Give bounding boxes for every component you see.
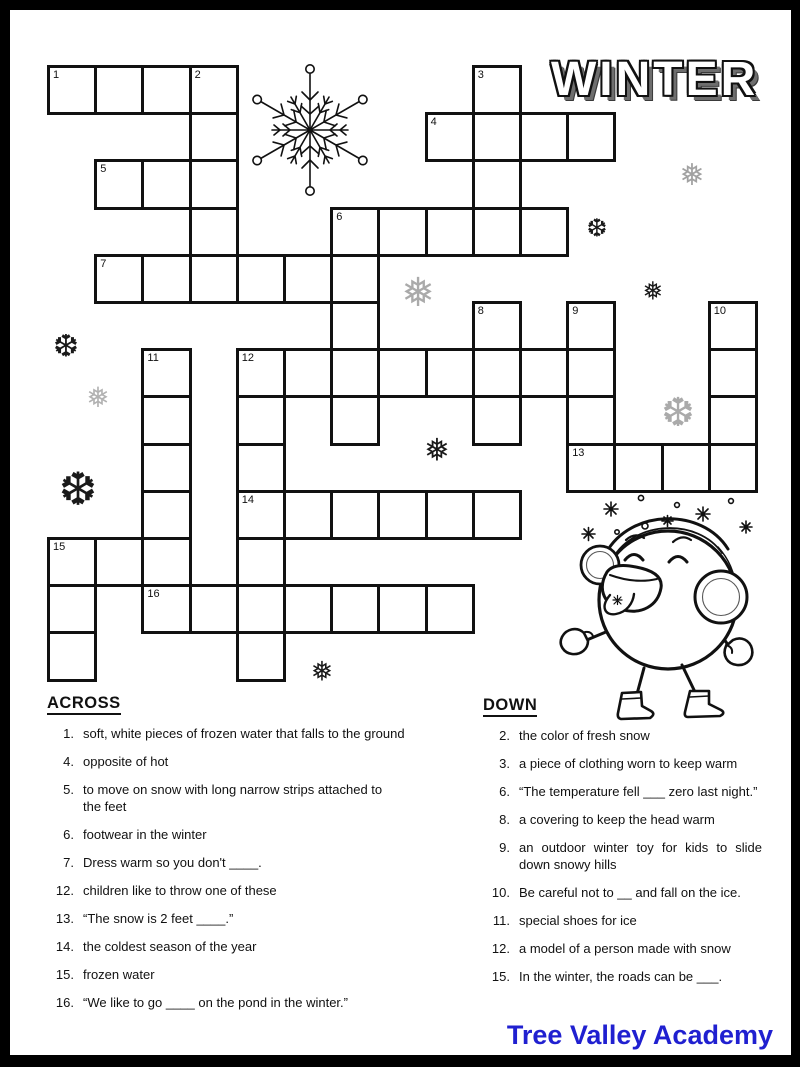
grid-cell[interactable] — [330, 584, 380, 634]
clue-item — [47, 725, 447, 742]
grid-cell[interactable] — [47, 584, 97, 634]
cell-number: 6 — [336, 210, 343, 223]
clue-number: 12. — [491, 941, 510, 956]
snowflake-icon: ❆ — [586, 213, 608, 243]
clue-item — [483, 783, 783, 800]
snowflake-icon: ❆ — [661, 390, 695, 436]
grid-cell[interactable] — [708, 348, 758, 398]
grid-cell[interactable] — [472, 159, 522, 209]
cell-number: 3 — [477, 69, 484, 81]
cell-number: 9 — [572, 305, 579, 317]
snowflake-icon: ❅ — [86, 381, 110, 414]
clue-number: 10. — [491, 885, 510, 900]
clue-number: 13. — [55, 911, 74, 926]
clue-item — [483, 811, 783, 828]
grid-cell[interactable] — [283, 490, 333, 540]
cell-number: 15 — [53, 541, 66, 553]
grid-cell[interactable] — [236, 443, 286, 493]
grid-cell[interactable] — [189, 159, 239, 209]
clue-item — [483, 968, 783, 985]
cell-number: 13 — [572, 446, 585, 459]
clue-text: Be careful not to __ and fall on the ice. — [519, 885, 741, 900]
clue-text: the coldest season of the year — [83, 939, 257, 954]
clue-text: Dress warm so you don't ____. — [83, 855, 262, 870]
clue-number: 11. — [492, 913, 510, 928]
clue-text: the color of fresh snow — [519, 728, 650, 743]
clue-number: 6. — [499, 784, 510, 799]
clue-text: a covering to keep the head warm — [519, 812, 715, 827]
grid-cell[interactable] — [472, 207, 522, 257]
grid-cell[interactable] — [377, 207, 427, 257]
grid-cell[interactable] — [141, 159, 191, 209]
grid-cell[interactable] — [236, 584, 286, 634]
grid-cell[interactable] — [141, 65, 191, 115]
snowflake-icon: ❅ — [679, 158, 705, 193]
snowflake-icon: ❆ — [58, 462, 98, 516]
clue-number: 7. — [63, 855, 74, 870]
clue-number: 15. — [491, 969, 510, 984]
grid-cell[interactable] — [519, 112, 569, 162]
clue-item — [47, 966, 447, 983]
clue-number: 3. — [499, 756, 510, 771]
clue-item — [47, 882, 447, 899]
clue-number: 14. — [55, 939, 74, 954]
clue-item — [483, 727, 783, 744]
cell-number: 8 — [477, 305, 484, 317]
grid-cell[interactable] — [236, 537, 286, 587]
grid-cell[interactable] — [47, 631, 97, 681]
grid-cell[interactable] — [141, 395, 191, 445]
cell-number: 4 — [430, 116, 437, 129]
clue-item — [47, 781, 447, 815]
clue-item — [483, 839, 783, 873]
clue-number: 8. — [499, 812, 510, 827]
cell-number: 10 — [713, 305, 727, 317]
clue-number: 12. — [55, 883, 74, 898]
grid-cell[interactable] — [377, 584, 427, 634]
clue-number: 5. — [63, 782, 74, 797]
grid-cell[interactable] — [94, 65, 144, 115]
clue-item — [47, 826, 447, 843]
grid-cell[interactable] — [425, 207, 475, 257]
grid-cell[interactable] — [472, 348, 522, 398]
grid-cell[interactable] — [472, 395, 522, 445]
clue-item — [47, 753, 447, 770]
clue-number: 4. — [63, 754, 74, 769]
across-clue-list — [47, 725, 447, 1011]
snowflake-icon: ❅ — [424, 432, 450, 469]
grid-cell[interactable] — [141, 254, 191, 304]
cell-number: 1 — [53, 69, 60, 81]
grid-cell[interactable] — [189, 584, 239, 634]
clue-number: 16. — [55, 995, 74, 1010]
snowman-illustration — [540, 483, 770, 728]
grid-cell[interactable] — [189, 112, 239, 162]
grid-cell[interactable] — [330, 254, 380, 304]
down-clue-list — [483, 727, 783, 985]
grid-cell[interactable] — [425, 584, 475, 634]
clue-text: In the winter, the roads can be ___. — [519, 969, 723, 984]
grid-cell[interactable] — [330, 301, 380, 351]
clue-number: 2. — [499, 728, 510, 743]
grid-cell[interactable] — [425, 490, 475, 540]
snowflake-icon: ❅ — [401, 270, 435, 316]
down-clues-section — [483, 697, 783, 996]
grid-cell[interactable] — [141, 490, 191, 540]
clue-number: 1. — [63, 726, 74, 741]
down-header: DOWN — [483, 697, 537, 717]
cell-number: 5 — [100, 163, 107, 176]
cell-number: 11 — [147, 352, 159, 365]
clue-item — [483, 940, 783, 957]
grid-cell[interactable] — [330, 395, 380, 445]
clue-item — [483, 912, 783, 929]
clue-text: children like to throw one of these — [83, 883, 277, 898]
grid-cell[interactable] — [236, 631, 286, 681]
clue-text: to move on snow with long narrow strips attached to the feet — [83, 782, 383, 814]
snowflake-icon: ❅ — [310, 656, 334, 688]
page-border-bottom — [0, 1055, 800, 1067]
clue-text: a model of a person made with snow — [519, 941, 731, 956]
clue-text: opposite of hot — [83, 754, 169, 769]
grid-cell[interactable] — [330, 348, 380, 398]
snowflake-icon: ❅ — [642, 276, 664, 306]
clue-text: special shoes for ice — [519, 913, 637, 928]
page-border-right — [791, 0, 800, 1067]
clue-item — [47, 994, 447, 1011]
clue-text: an outdoor winter toy for kids to slide down snowy hills — [519, 840, 762, 872]
grid-cell[interactable] — [377, 348, 427, 398]
across-clues-section — [47, 695, 447, 1022]
grid-cell[interactable] — [330, 490, 380, 540]
grid-cell[interactable] — [141, 537, 191, 587]
clue-item — [47, 854, 447, 871]
clue-text: “The snow is 2 feet ____.” — [83, 911, 234, 926]
cell-number: 7 — [100, 257, 107, 270]
clue-text: “The temperature fell ___ zero last night.” — [519, 784, 758, 799]
grid-cell[interactable] — [519, 348, 569, 398]
grid-cell[interactable] — [566, 348, 616, 398]
clue-item — [483, 755, 783, 772]
across-header: ACROSS — [47, 695, 121, 715]
clue-text: frozen water — [83, 967, 155, 982]
grid-cell[interactable] — [708, 395, 758, 445]
snowflake-icon: ❆ — [53, 328, 79, 365]
clue-item — [483, 884, 783, 901]
clue-number: 9. — [499, 840, 510, 855]
page-border-top — [0, 0, 800, 10]
grid-cell[interactable] — [236, 395, 286, 445]
cell-number: 12 — [241, 352, 255, 365]
grid-cell[interactable] — [94, 537, 144, 587]
clue-number: 6. — [63, 827, 74, 842]
clue-text: a piece of clothing worn to keep warm — [519, 756, 738, 771]
clue-number: 15. — [55, 967, 74, 982]
cell-number: 14 — [241, 493, 255, 506]
clue-text: “We like to go ____ on the pond in the winter.” — [83, 995, 348, 1010]
page-title: WINTER — [551, 53, 759, 106]
grid-cell[interactable] — [283, 254, 333, 304]
brand-footer: Tree Valley Academy — [506, 1020, 773, 1050]
grid-cell[interactable] — [283, 584, 333, 634]
grid-cell[interactable] — [283, 348, 333, 398]
cell-number: 16 — [147, 588, 160, 601]
grid-cell[interactable] — [189, 207, 239, 257]
grid-cell[interactable] — [566, 112, 616, 162]
grid-cell[interactable] — [189, 254, 239, 304]
clue-text: soft, white pieces of frozen water that falls to the ground — [83, 726, 405, 741]
grid-cell[interactable] — [566, 395, 616, 445]
page-border-left — [0, 0, 10, 1067]
grid-cell[interactable] — [472, 490, 522, 540]
clue-item — [47, 910, 447, 927]
grid-cell[interactable] — [377, 490, 427, 540]
clue-text: footwear in the winter — [83, 827, 207, 842]
grid-cell[interactable] — [472, 112, 522, 162]
large-snowflake-icon — [245, 60, 377, 200]
clue-item — [47, 938, 447, 955]
cell-number: 2 — [194, 69, 201, 81]
grid-cell[interactable] — [141, 443, 191, 493]
grid-cell[interactable] — [425, 348, 475, 398]
grid-cell[interactable] — [519, 207, 569, 257]
grid-cell[interactable] — [236, 254, 286, 304]
